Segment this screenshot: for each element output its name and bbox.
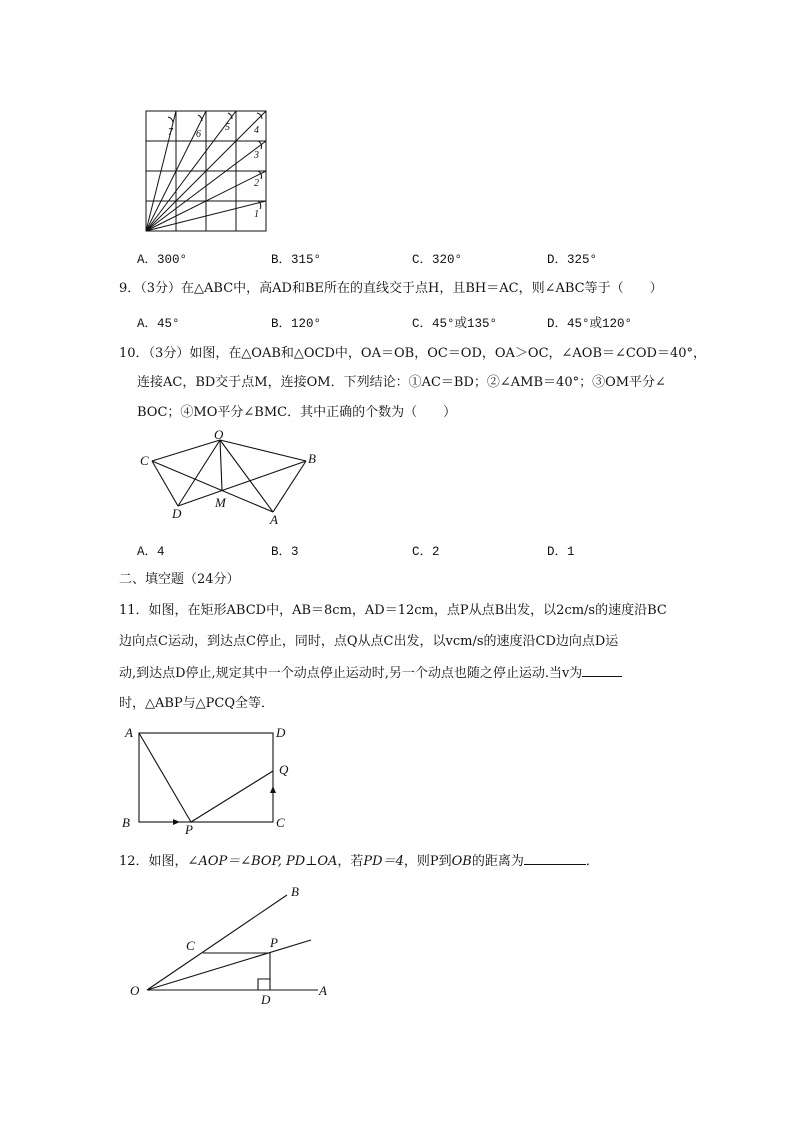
q8-label-4: 4 — [254, 125, 259, 136]
q12-label-c: C — [186, 938, 195, 953]
q10-label-b: B — [308, 451, 316, 466]
q9-option-b: B．120° — [271, 317, 322, 331]
q10-option-b: B．3 — [271, 545, 299, 559]
q12-text-2: ，则P到 — [403, 854, 452, 869]
q11-line-3: 动,到达点D停止,规定其中一个动点停止运动时,另一个动点也随之停止运动.当v为 — [119, 666, 583, 681]
q10-label-d: D — [172, 506, 182, 521]
q10-figure — [130, 428, 330, 528]
q12-line-ob: OB — [451, 854, 472, 869]
q12-stem — [119, 852, 599, 871]
q8-label-7: 7 — [168, 127, 173, 138]
q8-label-6: 6 — [196, 129, 201, 140]
q11-label-d: D — [276, 725, 286, 740]
q8-label-3: 3 — [254, 150, 259, 161]
q11-figure — [115, 722, 300, 837]
q9-option-d: D．45°或120° — [547, 317, 633, 331]
q11-label-q: Q — [279, 762, 289, 777]
q10-line-3: BOC；④MO平分∠BMC．其中正确的个数为（ ） — [137, 405, 457, 420]
q9-option-c: C．45°或135° — [412, 317, 498, 331]
q12-label-o: O — [130, 983, 140, 998]
q9-option-a: A．45° — [137, 317, 180, 331]
q12-figure — [125, 880, 340, 1005]
q10-option-c: C．2 — [412, 545, 440, 559]
q10-label-a: A — [270, 512, 278, 527]
q11-answer-blank[interactable] — [582, 664, 622, 677]
q12-label-a: A — [319, 983, 327, 998]
q12-text-3: 的距离为 — [471, 854, 524, 869]
q8-label-5: 5 — [225, 122, 230, 133]
q12-label-b: B — [291, 884, 299, 899]
q11-line-3-wrap — [119, 664, 622, 683]
q12-prefix: 12．如图， — [119, 854, 188, 869]
q12-middle: ，若 — [337, 854, 364, 869]
q11-label-a: A — [125, 725, 133, 740]
q10-label-c: C — [140, 453, 149, 468]
q11-label-c: C — [276, 815, 285, 830]
q8-option-d: D．325° — [547, 253, 598, 267]
q11-line-1: 11．如图，在矩形ABCD中，AB＝8cm，AD＝12cm，点P从点B出发，以2cm/s的速度沿BC — [119, 603, 667, 618]
q8-figure — [140, 105, 270, 235]
q12-label-p: P — [270, 935, 278, 950]
q8-option-c: C．320° — [412, 253, 463, 267]
q10-option-d: D．1 — [547, 545, 575, 559]
section-2-title: 二、填空题（24分） — [119, 572, 240, 587]
q11-label-b: B — [122, 815, 130, 830]
q10-label-o: O — [214, 428, 224, 442]
q10-option-a: A．4 — [137, 545, 165, 559]
q12-given: PD＝4 — [363, 854, 404, 869]
q12-end: ． — [585, 854, 599, 869]
q11-line-4: 时，△ABP与△PCQ全等． — [119, 696, 275, 711]
q11-line-2: 边向点C运动，到达点C停止，同时，点Q从点C出发，以vcm/s的速度沿CD边向点D运 — [119, 634, 619, 649]
q12-condition: ∠AOP＝∠BOP, PD⊥OA — [187, 854, 338, 869]
q8-option-a: A．300° — [137, 253, 188, 267]
q12-answer-blank[interactable] — [524, 852, 586, 865]
q8-label-2: 2 — [254, 178, 259, 189]
q8-option-b: B．315° — [271, 253, 322, 267]
q9-stem: 9．（3分）在△ABC中，高AD和BE所在的直线交于点H，且BH＝AC，则∠ABC等于（ ） — [119, 281, 663, 296]
q12-label-d: D — [261, 992, 271, 1005]
q10-label-m: M — [215, 495, 226, 510]
q10-line-2: 连接AC，BD交于点M，连接OM．下列结论：①AC＝BD；②∠AMB＝40°；③OM平分∠ — [137, 375, 666, 390]
q11-label-p: P — [185, 822, 193, 837]
q10-line-1: 10．（3分）如图，在△OAB和△OCD中，OA＝OB，OC＝OD，OA＞OC，∠AOB＝∠COD＝40°， — [119, 346, 706, 361]
q8-label-1: 1 — [254, 209, 259, 220]
